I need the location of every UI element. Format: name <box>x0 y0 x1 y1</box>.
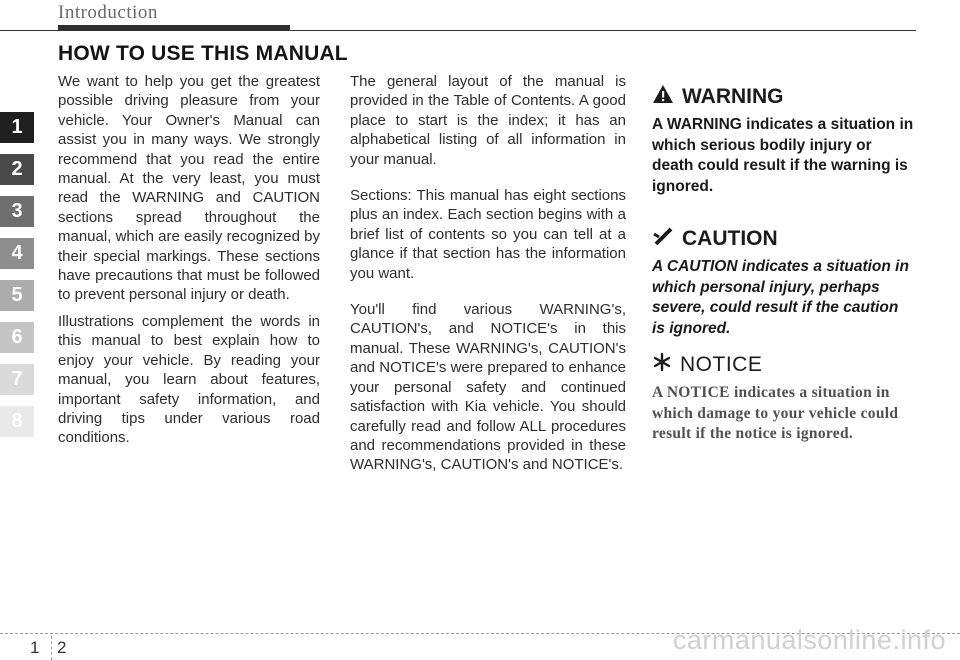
column-2 <box>350 72 626 492</box>
section-title: HOW TO USE THIS MANUAL <box>58 42 348 65</box>
notice-body: A NOTICE indicates a situation in which damage to your vehicle could result if the notice is ignored. <box>652 384 899 442</box>
caution-title: CAUTION <box>682 226 778 250</box>
chapter-tab-6[interactable]: 6 <box>0 322 34 353</box>
warning-title: WARNING <box>682 84 784 108</box>
notice-box <box>652 352 914 445</box>
paragraph: Illustrations complement the words in this manual to best explain how to enjoy your vehicle. By reading your manual, you learn about features, important safety information, and driving tips under various road conditions. <box>58 312 320 447</box>
column-1 <box>58 72 320 455</box>
warning-triangle-icon <box>652 84 674 109</box>
warning-box <box>652 84 914 197</box>
paragraph: The general layout of the manual is provided in the Table of Contents. A good place to start is the index; it has an alphabetical listing of all information in your manual. <box>350 73 626 168</box>
page-number-divider <box>51 636 52 660</box>
chapter-tab-4[interactable]: 4 <box>0 238 34 269</box>
caution-box <box>652 226 914 339</box>
running-head: Introduction <box>58 2 158 23</box>
chapter-tab-2[interactable]: 2 <box>0 154 34 185</box>
chapter-tab-8[interactable]: 8 <box>0 406 34 437</box>
page-number <box>30 638 66 658</box>
caution-body: A CAUTION indicates a situation in which personal injury, perhaps severe, could result if the caution is ignored. <box>652 258 909 337</box>
paragraph: We want to help you get the greatest possible driving pleasure from your vehicle. Your Owner's Manual can assist you in many ways. We strongly recommend that you read the entire manual. At the very least, you must read the WARNING and CAUTION sections spread throughout the manual, which are easily recognized by their special markings. These sections have precautions that must be followed to prevent personal injury or death. <box>58 73 320 304</box>
chapter-tab-5[interactable]: 5 <box>0 280 34 311</box>
header-rule <box>0 30 916 31</box>
watermark: carmanualsonline.info <box>672 625 946 655</box>
paragraph: Sections: This manual has eight sections plus an index. Each section begins with a brief list of contents so you can tell at a glance if that section has the information you want. <box>350 187 626 282</box>
section-number: 1 <box>30 638 40 657</box>
warning-body: A WARNING indicates a situation in which serious bodily injury or death could result if the warning is ignored. <box>652 116 914 195</box>
page-number-value: 2 <box>56 638 67 657</box>
caution-slash-icon <box>652 226 674 251</box>
chapter-tab-3[interactable]: 3 <box>0 196 34 227</box>
chapter-tab-1[interactable]: 1 <box>0 112 34 143</box>
notice-title: NOTICE <box>680 352 763 376</box>
paragraph: You'll find various WARNING's, CAUTION's, and NOTICE's in this manual. These WARNING's, CAUTION's and NOTICE's were prepared to enhance your personal safety and continued satisfaction with Kia vehicle. You should carefully read and follow ALL procedures and recommendations provided in these WARNING's, CAUTION's and NOTICE's. <box>350 301 626 474</box>
notice-asterisk-icon <box>652 352 672 377</box>
chapter-tabs <box>0 112 40 448</box>
chapter-tab-7[interactable]: 7 <box>0 364 34 395</box>
